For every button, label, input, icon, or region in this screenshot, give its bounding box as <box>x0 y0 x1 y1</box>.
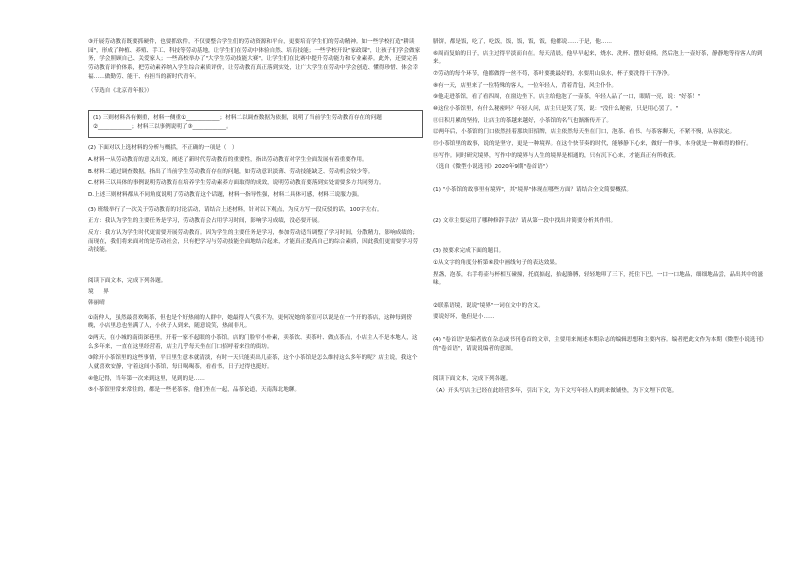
question-2: (2) 下面对以上选材料的分析与概括，不正确的一项是（ ） <box>88 145 238 152</box>
question-3-view: 正方：我认为学生的主要任务是学习，劳动教育会占用学习时间，影响学习成绩，没必要开展。 <box>88 218 323 225</box>
source-note: （节选自《北京青年报》） <box>88 88 153 95</box>
reading-question-2: (2) 文章主要运用了哪种修辞手法？请从第一段中找出并简要分析其作用。 <box>433 217 617 224</box>
option-b: B.材料二通过调查数据，指出了当前学生劳动教育存在的问题，如劳动意识淡薄、劳动技能缺乏、劳动机会较少等。 <box>88 168 374 175</box>
option-c: C.材料三以具体的事例说明劳动教育在培养学生劳动素养方面取得的成效，说明劳动教育要落到实处需要多方共同努力。 <box>88 180 385 187</box>
story-paragraph-6: ⑥周而复始的日子，店主过得平淡而自在。每天清晨，他早早起来，烧水、洗杯、摆好桌椅，然后泡上一壶好茶，静静地等待客人的到来。 <box>433 50 763 66</box>
story-paragraph-3: ③除开小茶馆里的这些事情，平日里生意本就清淡，有时一天只能卖出几壶茶，这个小茶馆是怎么维持这么多年的呢？店主说，我这个人就喜欢安静，守着这间小茶馆，每日喝喝茶，看看书，日子过得也挺好。 <box>88 355 418 371</box>
question-3-answer: 反方：我方认为学生时代更需要开展劳动教育。因为学生的主要任务是学习，参加劳动适当调整了学习时间，分散精力，影响成绩的；而现在，我们将来面对的是劳动社会，只有把学习与劳动技能全面地结合起来，才能真正提高自己的综合素质，因此我们更需要学习劳动技能。 <box>88 229 419 254</box>
story-paragraph-14: ⑭写作。同时研究境界，写作中的境界与人生的境界是相通的，只有沉下心来，才能真正有所收获。 <box>433 152 680 159</box>
story-paragraph-13: ⑬小茶馆里的故事，说的是坚守，更是一种境界。在这个快节奏的时代，能够静下心来，做好一件事，本身就是一种难得的修行。 <box>433 140 752 147</box>
reading-question-3b: ②联系语境，说说"境界"一词在文中的含义。 <box>433 302 544 309</box>
story-author: 韩丽晴 <box>88 300 105 307</box>
story-paragraph-9: ⑨他走进茶馆，看了看四周，在窗边坐下。店主给他泡了一壶茶，年轻人品了一口，眼睛一亮，说："好茶！" <box>433 94 701 101</box>
question-1-box <box>88 110 423 138</box>
reading-question-4: (4) "卷首语"是编者放在杂志或书刊卷首的文章，主要用来阐述本期杂志的编辑思想和主要内容。编者把此文作为本期《微型小说选刊》的"卷首语"，请说说编者的意图。 <box>433 337 767 352</box>
reading-intro: 阅读下面文本，完成下列各题。 <box>88 277 167 284</box>
story-paragraph-10: ⑩这位小茶馆里，有什么秘密吗？年轻人问，店主只是笑了笑，说："没什么秘密，只是用心罢了。" <box>433 105 679 112</box>
option-d: D.上述三则材料都从不同角度说明了劳动教育这个话题，材料一指导性强，材料二具体可感，材料三说服力强。 <box>88 191 363 198</box>
material-paragraph: ③开展劳动教育既要抓硬件，也要抓软件，不仅要整合学生们的劳动资源和平台，更要培育学生们的劳动精神。如一些学校打造"耕读园"，形成了种植、养殖、手工、科技等劳动基地，让学生们在劳动中体验自然、培育技能；一些学校开设"家政课"，让孩子们学会做家务，学会照顾自己、关爱家人；一些高校举办了"大学生劳动技能大赛"，让学生们在比赛中提升劳动能力和专业素养。此外，还要完善劳动教育评价体系，把劳动素养纳入学生综合素质评价，让劳动教育真正落到实处，让广大学生在劳动中学会创造、懂得珍惜、体会幸福……做勤劳、能干、有担当的新时代青年。 <box>88 39 421 80</box>
left-column <box>88 38 423 398</box>
story-paragraph-4: ④他记得，当年第一次来到这里，见到的是…… <box>88 375 205 382</box>
reading-intro-2: 阅读下面文本，完成下列各题。 <box>433 376 512 383</box>
story-source: （选自《微型小说选刊》2020年9期"卷首语"） <box>433 164 552 171</box>
question-1: (1) 三则材料各有侧重，材料一侧重①____________；材料二以调查数据为依据，说明了当前学生劳动教育存在的问题②____________；材料三以事例说明了③____________。 <box>93 114 382 130</box>
reading-question-3b-answer: 要说好坏，他但是小…… <box>433 314 495 321</box>
story-paragraph-8: ⑧有一天，店里来了一位特殊的客人，一位年轻人，背着背包，风尘仆仆。 <box>433 82 618 89</box>
story-paragraph-2: ②两天，在小城的南街深巷里，开着一家不起眼的小茶馆。店的门脸窄小朴素，卖茶饮、卖茶叶、做点茶点，小店主人不是本地人，这么多年来，一直在这里经营着，店主几乎每天坐在门口招呼着来往的街坊。 <box>88 335 418 350</box>
story-paragraph-5: ⑤小茶馆里常来常往的，都是一些老茶客，他们坐在一起，品茶论道，天南海北地聊。 <box>88 387 300 394</box>
story-title: 境 界 <box>88 289 111 296</box>
reading-question-3a: ①从文字的角度分析第⑥段中画线句子的表达效果。 <box>433 259 561 266</box>
reading-quote: 捏盏，泡茶，右手将壶与杯相互碰撞，托底掂起，抬起胳膊，轻轻地叩了三下，托住下巴，一口一口地品，细细地品尝，品出其中的滋味。 <box>433 271 764 287</box>
story-paragraph-1: ①南仲人，虽然最喜欢喝茶，但也是个好热闹的人群中，她最得人气我不为，更何况她的茶室可以说是在一个开的茶店，这种每到傍晚，小店里总也坐满了人，小伙子人到来，随意说笑，热闹非凡。 <box>88 314 412 330</box>
reading-question-1: (1) "小茶馆的故事里有境界"，其"境界"体现在哪些方面？请结合全文简要概括。 <box>433 186 632 193</box>
right-column <box>433 38 768 402</box>
option-a: A.材料一从劳动教育的意义出发，阐述了新时代劳动教育的重要性，指出劳动教育对学生全面发展有着重要作用。 <box>88 156 368 163</box>
story-paragraph-11: ⑪日积月累的坚持，让店主的茶越来越好，小茶馆的名气也渐渐传开了。 <box>433 117 613 124</box>
story-paragraph-cont: 腊饼，都是饭，吃了，吃饭，饭，饭，饭，饭，他都说……于是，他…… <box>433 39 613 45</box>
story-paragraph-12: ⑫两年后，小茶馆的门口依然挂着那块旧招牌，店主依然每天坐在门口，泡茶、看书、与茶客聊天，不紧不慢，从容淡定。 <box>433 129 736 136</box>
reading-question-3: (3) 按要求完成下面的题目。 <box>433 248 505 255</box>
last-paragraph: （A）开头写店主已经在此经营多年，引出下文，为下文写年轻人的到来做铺垫，为下文埋下伏笔。 <box>433 388 678 395</box>
question-3: (3) 班级举行了一次关于劳动教育的讨论活动，请结合上述材料，针对以下观点，为反方写一段反驳的话，100字左右。 <box>88 206 383 213</box>
story-paragraph-7: ⑦劳动的每个环节，他都做得一丝不苟，茶叶要挑最好的，水要用山泉水，杯子要洗得干干净净。 <box>433 70 673 77</box>
